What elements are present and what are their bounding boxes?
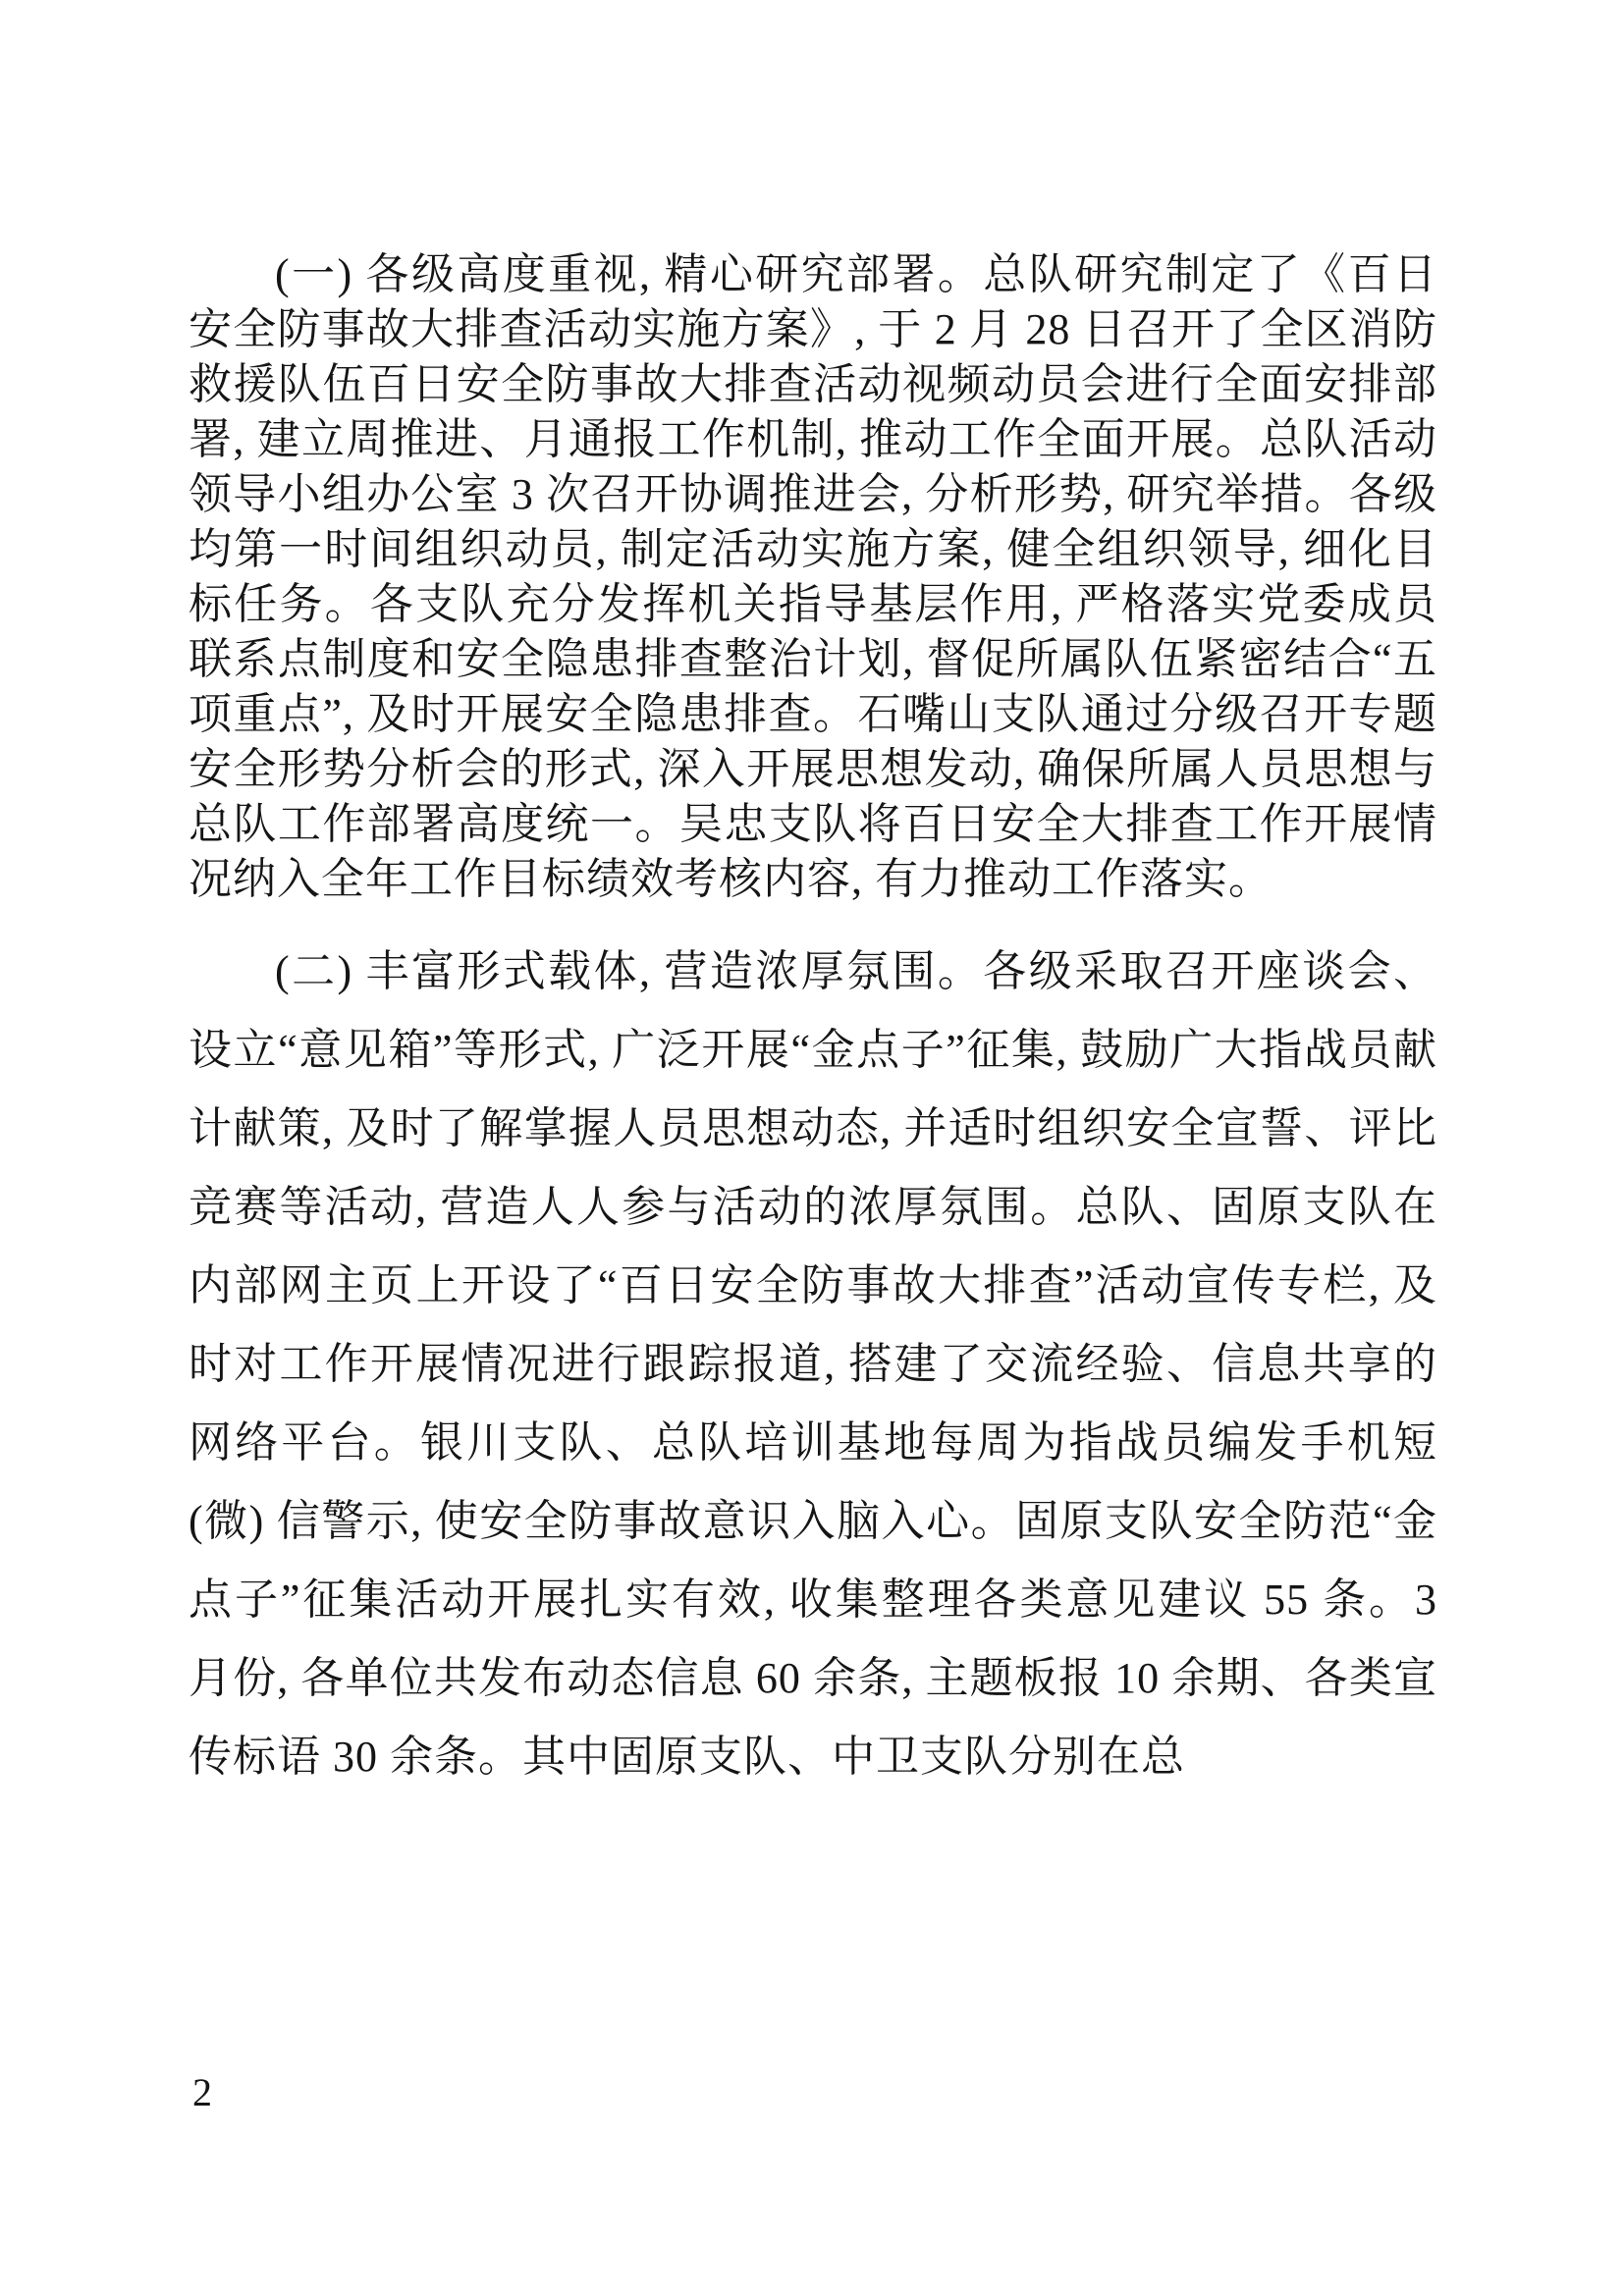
paragraph-section-2: (二) 丰富形式载体, 营造浓厚氛围。各级采取召开座谈会、设立“意见箱”等形式, 广泛开展“金点子”征集, 鼓励广大指战员献计献策, 及时了解掌握人员思想动态, 并适时组织安全宣誓、评比竞赛等活动, 营造人人参与活动的浓厚氛围。总队、固原支队在内部网主页上开设了“百日安全防事故大排查”活动宣传专栏, 及时对工作开展情况进行跟踪报道, 搭建了交流经验、信息共享的网络平台。银川支队、总队培训基地每周为指战员编发手机短 (微) 信警示, 使安全防事故意识入脑入心。固原支队安全防范“金点子”征集活动开展扎实有效, 收集整理各类意见建议 55 条。3 月份, 各单位共发布动态信息 60 余条, 主题板报 10 余期、各类宣传标语 30 余条。其中固原支队、中卫支队分别在总 bbox=[189, 947, 1437, 1781]
paragraph-section-1: (一) 各级高度重视, 精心研究部署。总队研究制定了《百日安全防事故大排查活动实施方案》, 于 2 月 28 日召开了全区消防救援队伍百日安全防事故大排查活动视频动员会进行全面安排部署, 建立周推进、月通报工作机制, 推动工作全面开展。总队活动领导小组办公室 3 次召开协调推进会, 分析形势, 研究举措。各级均第一时间组织动员, 制定活动实施方案, 健全组织领导, 细化目标任务。各支队充分发挥机关指导基层作用, 严格落实党委成员联系点制度和安全隐患排查整治计划, 督促所属队伍紧密结合“五项重点”, 及时开展安全隐患排查。石嘴山支队通过分级召开专题安全形势分析会的形式, 深入开展思想发动, 确保所属人员思想与总队工作部署高度统一。吴忠支队将百日安全大排查工作开展情况纳入全年工作目标绩效考核内容, 有力推动工作落实。 bbox=[189, 250, 1437, 903]
page-number: 2 bbox=[192, 2070, 212, 2114]
document-body bbox=[189, 247, 1437, 1796]
